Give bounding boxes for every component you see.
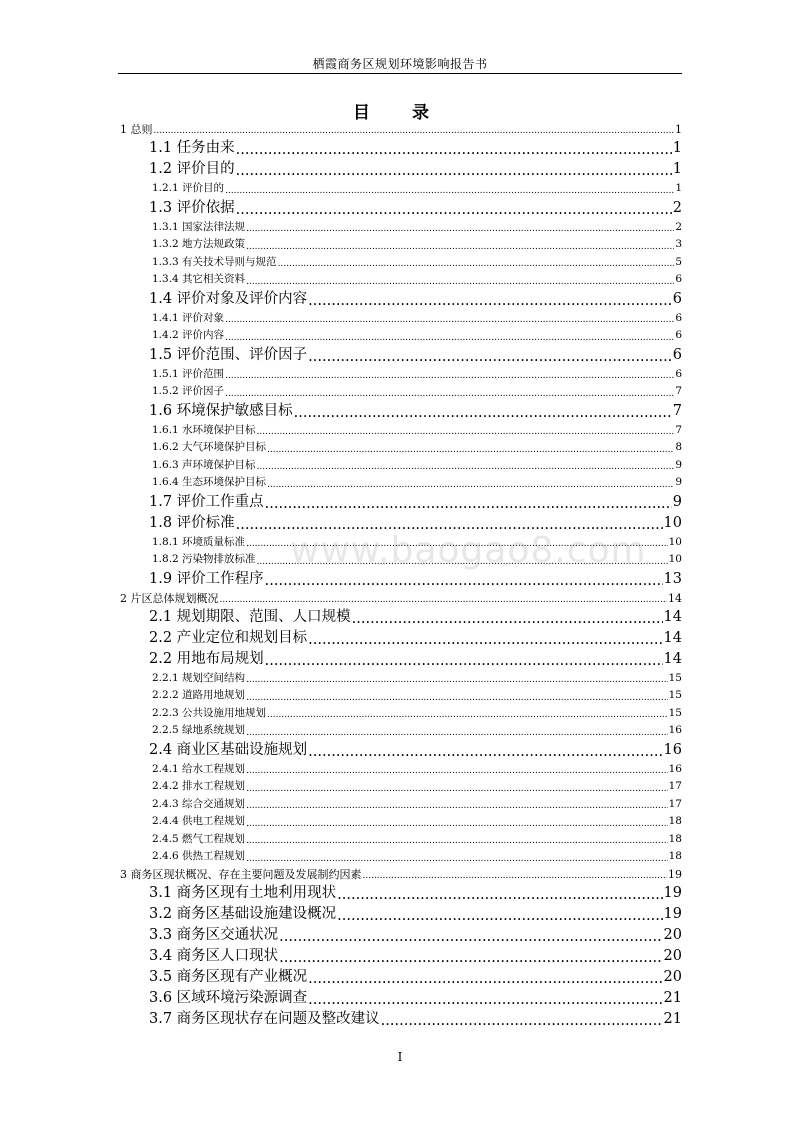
toc-entry-page: 1	[675, 182, 682, 194]
toc-dot-leader	[236, 138, 672, 159]
toc-dot-leader	[267, 440, 674, 457]
toc-entry-title: 3.4 商务区人口现状	[149, 947, 279, 964]
toc-entry[interactable]	[118, 848, 682, 866]
toc-entry-page: 6	[675, 311, 682, 324]
toc-entry-page: 10	[663, 514, 682, 531]
toc-entry-page: 10	[668, 535, 682, 548]
toc-entry[interactable]	[118, 345, 682, 366]
toc-entry-page: 1	[672, 161, 682, 177]
table-of-contents	[118, 121, 682, 1030]
toc-entry-title: 2.2 用地布局规划	[149, 650, 264, 667]
toc-entry-title: 1.4.1 评价对象	[152, 311, 225, 324]
toc-dot-leader	[337, 904, 662, 925]
toc-entry-title: 1.3.2 地方法规政策	[152, 238, 246, 250]
toc-entry-title: 1.1 任务由来	[149, 140, 235, 156]
toc-dot-leader	[308, 628, 662, 649]
toc-entry-page: 7	[675, 385, 682, 397]
toc-dot-leader	[225, 310, 674, 327]
toc-entry-title: 2.4.4 供电工程规划	[152, 815, 246, 827]
toc-dot-leader	[294, 401, 672, 422]
toc-entry[interactable]	[118, 649, 682, 670]
toc-dot-leader	[246, 831, 668, 848]
toc-entry[interactable]	[118, 883, 682, 904]
toc-dot-leader	[246, 688, 668, 705]
toc-entry-page: 2	[675, 220, 682, 233]
toc-entry-title: 1.3 评价依据	[149, 199, 235, 216]
toc-entry[interactable]	[118, 198, 682, 219]
toc-entry-page: 5	[675, 255, 682, 268]
toc-entry[interactable]	[118, 492, 682, 513]
toc-entry[interactable]	[118, 366, 682, 384]
toc-dot-leader	[236, 513, 663, 534]
toc-dot-leader	[257, 422, 675, 439]
page-number: I	[397, 1050, 403, 1064]
toc-entry-title: 1.8.1 环境质量标准	[152, 535, 246, 548]
toc-entry[interactable]	[118, 796, 682, 814]
toc-entry-title: 3.5 商务区现有产业概况	[149, 968, 308, 985]
toc-entry[interactable]	[118, 569, 682, 590]
toc-dot-leader	[308, 967, 662, 988]
toc-dot-leader	[246, 761, 668, 778]
toc-dot-leader	[246, 670, 668, 687]
toc-dot-leader	[154, 121, 675, 138]
toc-entry[interactable]	[118, 778, 682, 796]
toc-dot-leader	[352, 607, 663, 628]
toc-entry-title: 1.6.3 声环境保护目标	[152, 458, 256, 471]
toc-entry[interactable]	[118, 254, 682, 272]
toc-entry-title: 2.2.1 规划空间结构	[152, 671, 246, 684]
toc-dot-leader	[246, 849, 668, 866]
toc-dot-leader	[225, 181, 674, 198]
toc-entry-title: 2.4 商业区基础设施规划	[149, 741, 308, 758]
toc-dot-leader	[246, 723, 668, 740]
toc-dot-leader	[246, 272, 674, 289]
toc-entry-title: 3.7 商务区现状存在问题及整改建议	[149, 1010, 380, 1027]
toc-entry-page: 1	[672, 140, 682, 156]
toc-entry-title: 1.5.2 评价因子	[152, 385, 225, 397]
toc-entry[interactable]	[118, 271, 682, 289]
toc-entry-page: 7	[672, 402, 682, 419]
toc-entry-title: 1.6.1 水环境保护目标	[152, 423, 256, 436]
toc-entry[interactable]	[118, 289, 682, 310]
toc-dot-leader	[265, 649, 663, 670]
toc-dot-leader	[257, 457, 675, 474]
toc-dot-leader	[225, 366, 674, 383]
toc-entry[interactable]	[118, 401, 682, 422]
toc-entry-title: 3.2 商务区基础设施建设概况	[149, 905, 337, 922]
toc-entry[interactable]	[118, 457, 682, 475]
toc-entry-page: 6	[675, 329, 682, 341]
toc-entry-page: 21	[663, 989, 682, 1006]
toc-entry-title: 1.4.2 评价内容	[152, 329, 225, 341]
toc-entry[interactable]	[118, 219, 682, 237]
toc-entry[interactable]	[118, 236, 682, 254]
toc-dot-leader	[225, 328, 674, 345]
toc-entry-page: 6	[675, 273, 682, 285]
toc-entry-title: 2.1 规划期限、范围、人口规模	[149, 608, 351, 625]
toc-entry[interactable]	[118, 740, 682, 761]
toc-entry-page: 1	[675, 123, 682, 136]
toc-entry-title: 1.6 环境保护敏感目标	[149, 402, 293, 419]
toc-dot-leader	[225, 384, 674, 401]
toc-entry[interactable]	[118, 513, 682, 534]
toc-entry-page: 10	[668, 553, 682, 565]
toc-entry-title: 2.4.6 供热工程规划	[152, 850, 246, 862]
header-rule	[118, 73, 682, 74]
toc-dot-leader	[246, 237, 674, 254]
toc-dot-leader	[246, 779, 668, 796]
toc-entry-page: 7	[675, 423, 682, 436]
toc-entry-title: 2.2.2 道路用地规划	[152, 689, 246, 701]
toc-entry-title: 2.4.3 综合交通规划	[152, 797, 246, 810]
toc-entry-page: 6	[672, 346, 682, 363]
toc-entry-title: 1.3.1 国家法律法规	[152, 220, 246, 233]
toc-entry-title: 2.2.5 绿地系统规划	[152, 724, 246, 736]
toc-entry[interactable]	[118, 439, 682, 457]
toc-entry-page: 14	[668, 591, 682, 605]
toc-entry[interactable]	[118, 705, 682, 723]
toc-entry-page: 9	[672, 493, 682, 510]
toc-dot-leader	[337, 883, 662, 904]
toc-entry-page: 17	[668, 797, 682, 810]
toc-entry-page: 19	[668, 867, 682, 881]
toc-entry[interactable]	[118, 831, 682, 849]
toc-dot-leader	[381, 1009, 663, 1030]
toc-dot-leader	[267, 475, 674, 492]
toc-entry[interactable]	[118, 904, 682, 925]
toc-dot-leader	[236, 198, 672, 219]
toc-entry[interactable]	[118, 551, 682, 569]
toc-entry-page: 17	[668, 780, 682, 792]
toc-dot-leader	[246, 796, 668, 813]
toc-entry-page: 9	[675, 476, 682, 488]
toc-entry[interactable]	[118, 138, 682, 159]
toc-entry-title: 3 商务区现状概况、存在主要问题及发展制约因素	[120, 867, 362, 881]
toc-dot-leader	[236, 159, 672, 180]
toc-entry-page: 9	[675, 458, 682, 471]
toc-entry[interactable]	[118, 121, 682, 138]
toc-entry-page: 15	[668, 671, 682, 684]
toc-entry-page: 20	[663, 926, 682, 943]
toc-dot-leader	[257, 552, 668, 569]
toc-dot-leader	[363, 866, 668, 883]
toc-entry[interactable]	[118, 813, 682, 831]
toc-dot-leader	[265, 492, 672, 513]
toc-entry[interactable]	[118, 967, 682, 988]
toc-entry-title: 2.4.2 排水工程规划	[152, 780, 246, 792]
toc-entry-title: 2.4.5 燃气工程规划	[152, 832, 246, 845]
toc-dot-leader	[246, 219, 674, 236]
toc-dot-leader	[308, 988, 662, 1009]
toc-entry[interactable]	[118, 474, 682, 492]
toc-entry-title: 3.3 商务区交通状况	[149, 926, 279, 943]
toc-title: 目 录	[353, 103, 447, 123]
toc-entry-page: 13	[663, 570, 682, 587]
toc-entry-page: 15	[668, 706, 682, 719]
toc-dot-leader	[279, 925, 662, 946]
toc-entry-page: 14	[663, 608, 682, 625]
toc-entry-title: 3.1 商务区现有土地利用现状	[149, 884, 337, 901]
toc-entry[interactable]	[118, 925, 682, 946]
toc-entry[interactable]	[118, 310, 682, 328]
toc-dot-leader	[278, 254, 675, 271]
toc-entry[interactable]	[118, 988, 682, 1009]
toc-entry-page: 19	[663, 905, 682, 922]
toc-entry-title: 1.8.2 污染物排放标准	[152, 553, 256, 565]
toc-dot-leader	[246, 534, 668, 551]
toc-entry-page: 16	[663, 741, 682, 758]
toc-entry[interactable]	[118, 761, 682, 779]
running-header: 栖霞商务区规划环境影响报告书	[312, 57, 488, 71]
toc-entry[interactable]	[118, 383, 682, 401]
toc-entry-page: 8	[675, 441, 682, 453]
toc-entry[interactable]	[118, 327, 682, 345]
toc-entry-title: 1.9 评价工作程序	[149, 570, 264, 587]
toc-entry[interactable]	[118, 607, 682, 628]
toc-entry-page: 16	[668, 724, 682, 736]
toc-entry-title: 2 片区总体规划概况	[120, 591, 219, 605]
toc-entry[interactable]	[118, 1009, 682, 1030]
toc-entry-page: 2	[672, 199, 682, 216]
toc-entry-page: 18	[668, 850, 682, 862]
toc-entry[interactable]	[118, 159, 682, 180]
toc-entry[interactable]	[118, 422, 682, 440]
toc-entry-title: 1.5.1 评价范围	[152, 367, 225, 380]
toc-entry-title: 2.2.3 公共设施用地规划	[152, 706, 267, 719]
toc-entry-title: 1.2.1 评价目的	[152, 182, 225, 194]
toc-dot-leader	[246, 814, 668, 831]
toc-entry-page: 20	[663, 968, 682, 985]
toc-entry-title: 1.3.4 其它相关资料	[152, 273, 246, 285]
toc-entry[interactable]	[118, 180, 682, 198]
toc-entry-title: 1.6.2 大气环境保护目标	[152, 441, 267, 453]
toc-entry-title: 1.6.4 生态环境保护目标	[152, 476, 267, 488]
toc-entry[interactable]	[118, 534, 682, 552]
toc-entry[interactable]	[118, 687, 682, 705]
toc-entry-page: 16	[668, 762, 682, 775]
toc-entry-title: 1.8 评价标准	[149, 514, 235, 531]
toc-dot-leader	[308, 345, 672, 366]
toc-entry[interactable]	[118, 590, 682, 607]
toc-dot-leader	[308, 740, 662, 761]
toc-entry[interactable]	[118, 946, 682, 967]
toc-dot-leader	[279, 946, 662, 967]
toc-entry-title: 1.3.3 有关技术导则与规范	[152, 255, 277, 268]
toc-entry-title: 1.2 评价目的	[149, 161, 235, 177]
toc-entry-page: 20	[663, 947, 682, 964]
toc-dot-leader	[220, 590, 668, 607]
toc-entry[interactable]	[118, 722, 682, 740]
toc-entry-page: 3	[675, 238, 682, 250]
toc-entry-page: 21	[663, 1010, 682, 1027]
toc-entry-page: 6	[672, 290, 682, 307]
toc-entry-page: 15	[668, 689, 682, 701]
toc-entry-title: 1.5 评价范围、评价因子	[149, 346, 308, 363]
toc-entry-page: 18	[668, 832, 682, 845]
toc-entry-page: 6	[675, 367, 682, 380]
toc-entry-title: 3.6 区域环境污染源调查	[149, 989, 308, 1006]
toc-entry[interactable]	[118, 670, 682, 688]
toc-entry-title: 1.7 评价工作重点	[149, 493, 264, 510]
toc-entry[interactable]	[118, 866, 682, 883]
toc-entry-page: 14	[663, 629, 682, 646]
toc-dot-leader	[308, 289, 672, 310]
toc-dot-leader	[267, 705, 668, 722]
toc-entry-title: 2.2 产业定位和规划目标	[149, 629, 308, 646]
toc-entry-page: 19	[663, 884, 682, 901]
watermark: www.baogao8.com	[290, 530, 647, 571]
toc-entry-title: 2.4.1 给水工程规划	[152, 762, 246, 775]
toc-entry-title: 1.4 评价对象及评价内容	[149, 290, 308, 307]
toc-entry-page: 18	[668, 815, 682, 827]
toc-entry-title: 1 总则	[120, 123, 153, 136]
toc-entry[interactable]	[118, 628, 682, 649]
toc-entry-page: 14	[663, 650, 682, 667]
toc-dot-leader	[265, 569, 663, 590]
